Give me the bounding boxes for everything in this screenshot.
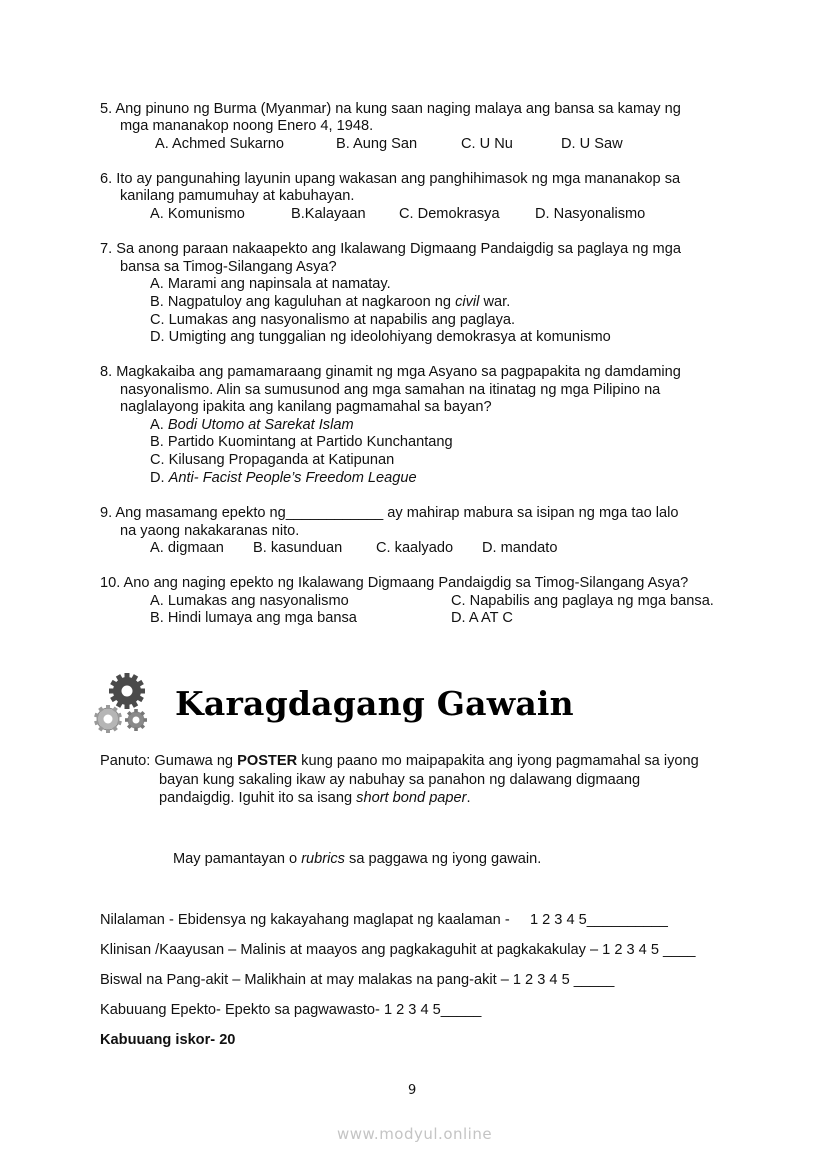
rubric-item: Klinisan /Kaayusan – Malinis at maayos ang pagkakaguhit at pagkakakulay – 1 2 3 4 5 ____ (100, 942, 696, 958)
instructions: Panuto: Gumawa ng POSTER kung paano mo maipapakita ang iyong pagmamahal sa iyong bayan kung sakaling ikaw ay nabuhay sa panahon ng dalawang digmaang pandaigdig. Iguhit ito sa isang short bond paper. (100, 752, 727, 808)
option-b: B. Hindi lumaya ang mga bansa (150, 610, 357, 626)
option-d: D. mandato (482, 540, 558, 556)
option-c: C. Napabilis ang paglaya ng mga bansa. (451, 593, 714, 609)
option-b: B. Aung San (336, 136, 418, 152)
question-text: mga mananakop noong Enero 4, 1948. (120, 118, 374, 134)
watermark: www.modyul.online (337, 1125, 493, 1143)
instructions-label: Panuto: (100, 753, 151, 769)
option-d: D. Nasyonalismo (535, 206, 646, 222)
option-a: A. Marami ang napinsala at namatay. (150, 276, 391, 292)
option-b: B. kasunduan (253, 540, 343, 556)
option-d: D. Anti- Facist People’s Freedom League (150, 470, 417, 486)
option-b: B.Kalayaan (291, 206, 366, 222)
question-text: 9. Ang masamang epekto ng____________ ay mahirap mabura sa isipan ng mga tao lalo (100, 505, 679, 521)
option-a: A. Bodi Utomo at Sarekat Islam (150, 417, 354, 433)
instructions-continued: bayan kung sakaling ikaw ay nabuhay sa panahon ng dalawang digmaang pandaigdig. Iguhit ito sa isang short bond paper. (159, 771, 641, 806)
question-text: bansa sa Timog-Silangang Asya? (120, 259, 337, 275)
option-a: A. Komunismo (150, 206, 245, 222)
rubric-item: Kabuuang Epekto- Epekto sa pagwawasto- 1 2 3 4 5_____ (100, 1002, 482, 1018)
question-text: 10. Ano ang naging epekto ng Ikalawang Digmaang Pandaigdig sa Timog-Silangang Asya? (100, 575, 689, 591)
rubric-item: Nilalaman - Ebidensya ng kakayahang maglapat ng kaalaman - 1 2 3 4 5__________ (100, 912, 668, 928)
question-text: kanilang pamumuhay at kabuhayan. (120, 188, 355, 204)
question-text: 8. Magkakaiba ang pamamaraang ginamit ng mga Asyano sa pagpapakita ng damdaming (100, 364, 681, 380)
section-title: Karagdagang Gawain (175, 684, 574, 723)
option-a: A. digmaan (150, 540, 224, 556)
total-score: Kabuuang iskor- 20 (100, 1032, 236, 1048)
option-c: C. Kilusang Propaganda at Katipunan (150, 452, 395, 468)
question-text: 7. Sa anong paraan nakaapekto ang Ikalawang Digmaang Pandaigdig sa paglaya ng mga (100, 241, 681, 257)
gears-icon (94, 673, 152, 735)
option-c: C. U Nu (461, 136, 513, 152)
question-text: 6. Ito ay pangunahing layunin upang wakasan ang panghihimasok ng mga mananakop sa (100, 171, 681, 187)
option-a: A. Lumakas ang nasyonalismo (150, 593, 349, 609)
option-b: B. Partido Kuomintang at Partido Kunchantang (150, 434, 453, 450)
option-d: D. U Saw (561, 136, 623, 152)
page-number: 9 (408, 1083, 417, 1098)
rubrics-note: May pamantayan o rubrics sa paggawa ng iyong gawain. (173, 851, 542, 867)
option-d: D. Umigting ang tunggalian ng ideolohiyang demokrasya at komunismo (150, 329, 611, 345)
question-text: nasyonalismo. Alin sa sumusunod ang mga samahan na itinatag ng mga Pilipino na (120, 382, 661, 398)
option-b: B. Nagpatuloy ang kaguluhan at nagkaroon ng civil war. (150, 294, 511, 310)
option-c: C. Demokrasya (399, 206, 500, 222)
option-d: D. A AT C (451, 610, 513, 626)
option-c: C. kaalyado (376, 540, 454, 556)
option-a: A. Achmed Sukarno (155, 136, 284, 152)
rubric-item: Biswal na Pang-akit – Malikhain at may malakas na pang-akit – 1 2 3 4 5 _____ (100, 972, 615, 988)
question-text: 5. Ang pinuno ng Burma (Myanmar) na kung saan naging malaya ang bansa sa kamay ng (100, 101, 681, 117)
question-text: na yaong nakakaranas nito. (120, 523, 300, 539)
option-c: C. Lumakas ang nasyonalismo at napabilis ang paglaya. (150, 312, 516, 328)
question-text: naglalayong ipakita ang kanilang pagmamahal sa bayan? (120, 399, 492, 415)
